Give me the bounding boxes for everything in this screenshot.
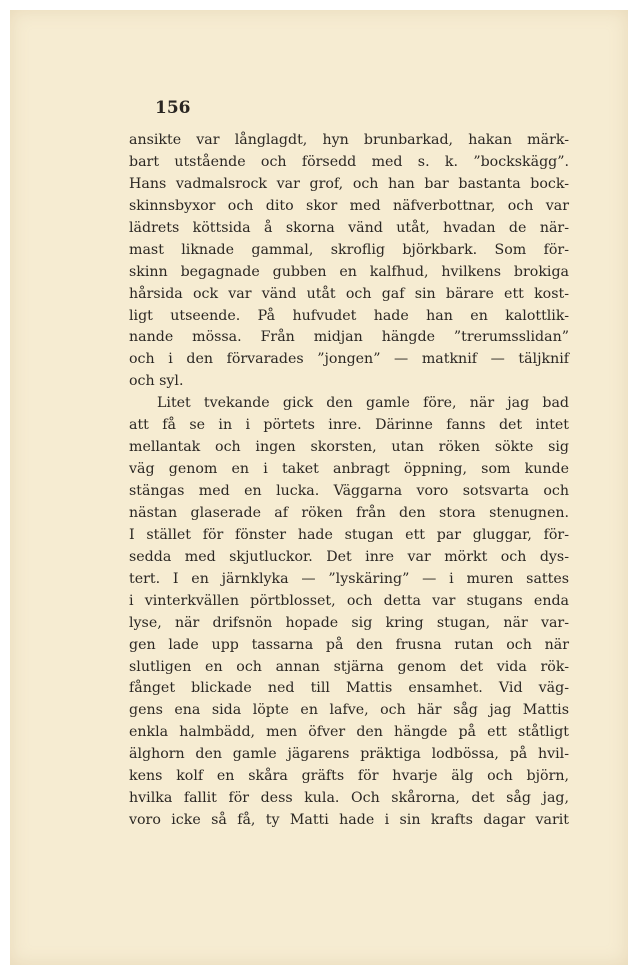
text-line: lädrets köttsida å skorna vänd utåt, hvadan de när- xyxy=(129,219,569,236)
text-line: gens ena sida löpte en lafve, och här såg jag Mattis xyxy=(129,702,569,719)
text-line: mast liknade gammal, skroflig björkbark. Som för- xyxy=(129,241,569,258)
text-line: ansikte var långlagdt, hyn brunbarkad, hakan märk- xyxy=(129,132,569,148)
text-line: slutligen en och annan stjärna genom det vida rök- xyxy=(129,658,569,675)
text-line: nästan glaserade af röken från den stora stenugnen. xyxy=(129,504,569,521)
text-line: Litet tvekande gick den gamle före, när jag bad xyxy=(157,395,569,412)
text-line: voro icke så få, ty Matti hade i sin krafts dagar varit xyxy=(129,812,569,829)
text-line: skinn begagnade gubben en kalfhud, hvilkens brokiga xyxy=(129,263,569,280)
text-line: ligt utseende. På hufvudet hade han en kalottlik- xyxy=(129,307,569,324)
text-line: lyse, när drifsnön hopade sig kring stugan, när var- xyxy=(129,614,569,631)
text-line: och i den förvarades ”jongen” — matknif — täljknif xyxy=(129,351,569,368)
text-line: fånget blickade ned till Mattis ensamhet. Vid väg- xyxy=(129,680,569,697)
text-line: stängas med en lucka. Väggarna voro sotsvarta och xyxy=(129,483,569,499)
text-line: i vinterkvällen pörtblosset, och detta var stugans enda xyxy=(129,592,569,609)
text-line: mellantak och ingen skorsten, utan röken sökte sig xyxy=(129,439,569,456)
text-line: I stället för fönster hade stugan ett par gluggar, för- xyxy=(129,526,569,543)
text-line: hvilka fallit för dess kula. Och skårorna, det såg jag, xyxy=(129,790,569,807)
text-line: att få se in i pörtets inre. Därinne fanns det intet xyxy=(129,417,569,434)
text-line: nande mössa. Från midjan hängde ”trerumsslidan” xyxy=(129,329,569,346)
text-line: sedda med skjutluckor. Det inre var mörkt och dys- xyxy=(129,548,569,565)
book-page xyxy=(10,10,628,965)
text-line: och syl. xyxy=(129,373,184,390)
text-line: kens kolf en skåra gräfts för hvarje älg och björn, xyxy=(129,768,569,785)
text-line: gen lade upp tassarna på den frusna rutan och när xyxy=(129,636,569,653)
text-line: tert. I en järnklyka — ”lyskäring” — i muren sattes xyxy=(129,570,569,587)
text-line: Hans vadmalsrock var grof, och han bar bastanta bock- xyxy=(129,175,569,192)
text-line: skinnsbyxor och dito skor med näfverbottnar, och var xyxy=(129,197,569,214)
text-line: väg genom en i taket anbragt öppning, som kunde xyxy=(129,461,569,478)
text-line: älghorn den gamle jägarens präktiga lodbössa, på hvil- xyxy=(129,746,569,763)
text-line: enkla halmbädd, men öfver den hängde på ett ståtligt xyxy=(129,724,569,741)
body-text xyxy=(129,130,569,832)
text-line: bart utstående och försedd med s. k. ”bockskägg”. xyxy=(129,153,569,170)
text-line: hårsida ock var vänd utåt och gaf sin bärare ett kost- xyxy=(129,285,569,302)
page-number: 156 xyxy=(155,98,191,118)
